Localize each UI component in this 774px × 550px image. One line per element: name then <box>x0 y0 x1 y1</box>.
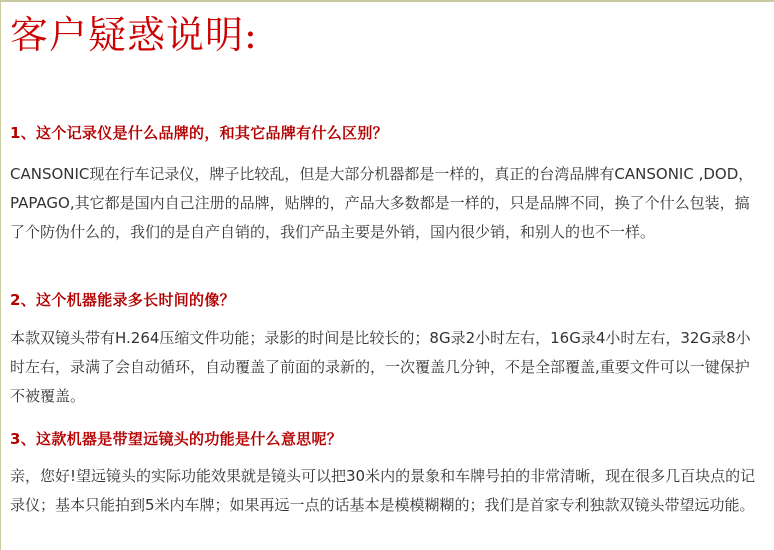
faq-answer-2: 本款双镜头带有H.264压缩文件功能；录影的时间是比较长的；8G录2小时左右，16G录4小时左右，32G录8小时左右，录满了会自动循环，自动覆盖了前面的录新的，一次覆盖几分钟，不是全部覆盖,重要文件可以一键保护不被覆盖。 <box>10 329 751 405</box>
left-border <box>0 0 1 550</box>
faq-answer-3: 亲，您好!望远镜头的实际功能效果就是镜头可以把30米内的景象和车牌号拍的非常清晰，现在很多几百块点的记录仪；基本只能拍到5米内车牌；如果再远一点的话基本是模模糊糊的；我们是首家专利独款双镜头带望远功能。 <box>10 467 756 514</box>
page-title: 客户疑惑说明: <box>10 13 258 57</box>
faq-question-3: 3、这款机器是带望远镜头的功能是什么意思呢？ <box>10 430 343 448</box>
top-border <box>0 0 774 2</box>
faq-question-1: 1、这个记录仪是什么品牌的，和其它品牌有什么区别？ <box>10 124 388 142</box>
faq-question-2: 2、这个机器能录多长时间的像？ <box>10 291 235 309</box>
faq-answer-1: CANSONIC现在行车记录仪，牌子比较乱，但是大部分机器都是一样的，真正的台湾品牌有CANSONIC ,DOD，PAPAGO,其它都是国内自己注册的品牌，贴牌的，产品大多数都是一样的，只是品牌不同，换了个什么包装，搞了个防伪什么的，我们的是自产自销的，我们产品主要是外销，国内很少销，和别人的也不一样。 <box>10 165 754 241</box>
